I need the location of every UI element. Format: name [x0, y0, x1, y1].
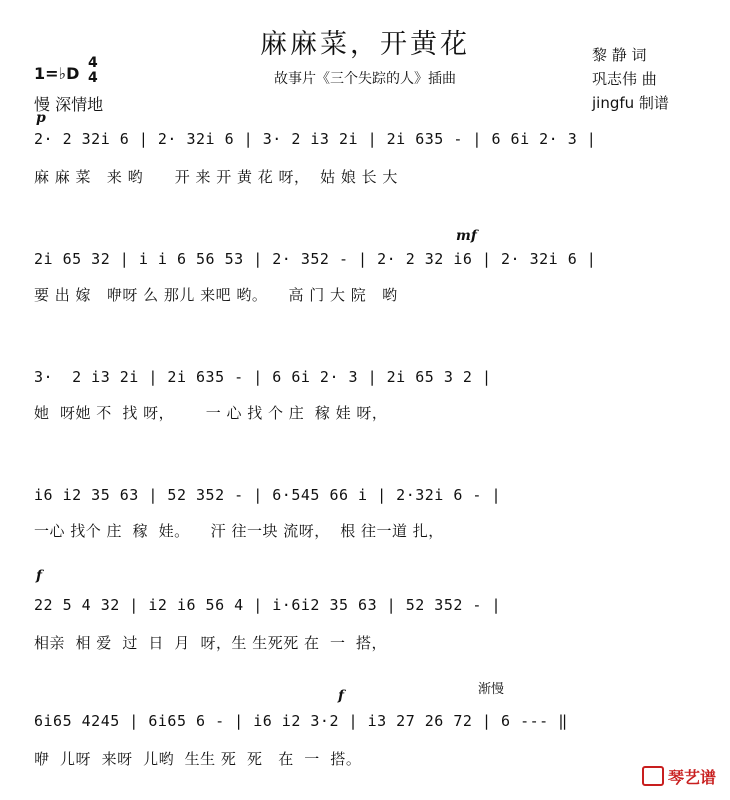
lyrics-row: 麻 麻 菜 来 哟 开 来 开 黄 花 呀， 姑 娘 长 大: [34, 168, 398, 186]
lyricist-credit: 黎 静 词: [592, 46, 647, 64]
lyrics-row: 相亲 相 爱 过 日 月 呀，生 生死死 在 一 搭，: [34, 634, 388, 652]
arranger-credit: jingfu 制谱: [592, 94, 669, 112]
notation-row: 2i 65 32 | i i 6 56 53 | 2· 352 - | 2· 2 32 i6 | 2· 32i 6 |: [34, 250, 597, 268]
dynamic-mark: p: [36, 110, 46, 126]
dynamic-mark: f: [36, 568, 43, 584]
watermark: [642, 765, 716, 788]
notation-row: 6i65 4245 | 6i65 6 - | i6 i2 3·2 | i3 27 26 72 | 6 --- ‖: [34, 712, 568, 730]
dynamic-mark: f: [338, 688, 345, 704]
notation-row: 3· 2 i3 2i | 2i 635 - | 6 6i 2· 3 | 2i 65 3 2 |: [34, 368, 492, 386]
notation-row: i6 i2 35 63 | 52 352 - | 6·545 66 i | 2·32i 6 - |: [34, 486, 502, 504]
lyrics-row: 她 呀她 不 找 呀， 一 心 找 个 庄 稼 娃 呀，: [34, 404, 388, 422]
lyrics-row: 要 出 嫁 咿呀 么 那儿 来吧 哟。 高 门 大 院 哟: [34, 286, 398, 304]
lyrics-row: 一心 找个 庄 稼 娃。 汗 往一块 流呀， 根 往一道 扎，: [34, 522, 444, 540]
notation-row: 22 5 4 32 | i2 i6 56 4 | i·6i2 35 63 | 52 352 - |: [34, 596, 502, 614]
lyrics-row: 咿 儿呀 来呀 儿哟 生生 死 死 在 一 搭。: [34, 750, 362, 768]
dynamic-mark: mf: [456, 228, 477, 244]
tempo-marking: 慢 深情地: [34, 95, 104, 114]
notation-row: 2· 2 32i 6 | 2· 32i 6 | 3· 2 i3 2i | 2i 635 - | 6 6i 2· 3 |: [34, 130, 597, 148]
tempo-change: 渐慢: [478, 682, 505, 697]
watermark-text: 琴艺谱: [667, 768, 716, 787]
time-signature: [88, 56, 98, 86]
song-title: 麻麻菜，开黄花: [260, 29, 470, 60]
key-signature: 1=♭D: [34, 64, 80, 83]
song-subtitle: 故事片《三个失踪的人》插曲: [274, 71, 456, 87]
time-signature-top: 4: [88, 55, 98, 71]
time-signature-bottom: 4: [88, 70, 98, 86]
logo-icon: [642, 766, 664, 786]
composer-credit: 巩志伟 曲: [592, 70, 657, 88]
